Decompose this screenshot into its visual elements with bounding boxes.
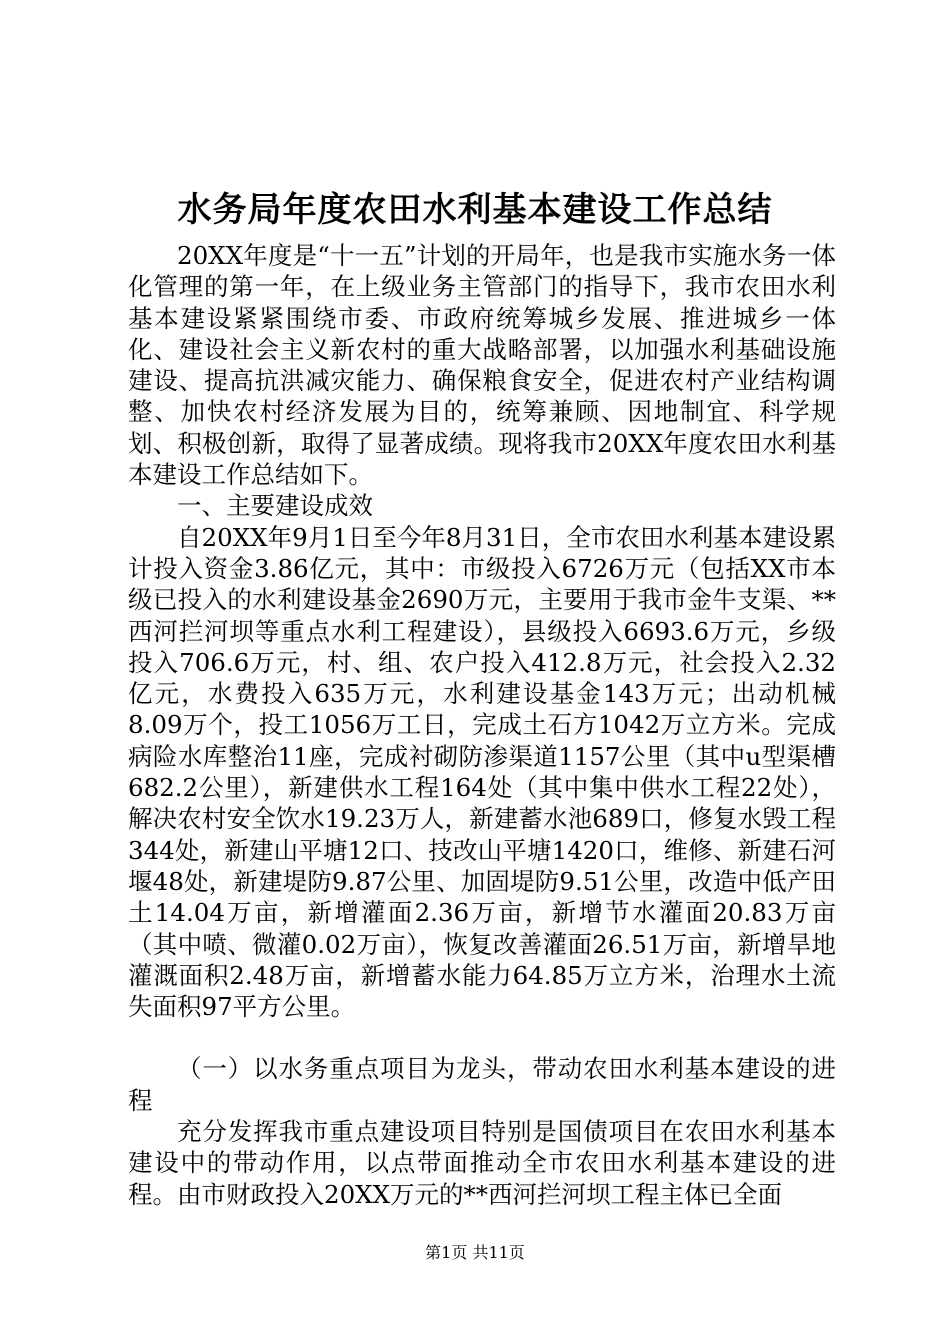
section-heading-main-results: 一、主要建设成效 xyxy=(177,491,373,521)
document-title: 水务局年度农田水利基本建设工作总结 xyxy=(177,190,773,230)
page-footer: 第1页 共11页 xyxy=(425,1243,525,1262)
document-body xyxy=(128,240,836,1210)
paragraph-key-projects: 充分发挥我市重点建设项目特别是国债项目在农田水利基本建设中的带动作用，以点带面推动全市农田水利基本建设的进程。由市财政投入20XX万元的**西河拦河坝工程主体已全面 xyxy=(128,1117,836,1209)
paragraph-intro: 20XX年度是“十一五”计划的开局年，也是我市实施水务一体化管理的第一年，在上级业务主管部门的指导下，我市农田水利基本建设紧紧围绕市委、市政府统筹城乡发展、推进城乡一体化、建设社会主义新农村的重大战略部署，以加强水利基础设施建设、提高抗洪减灾能力、确保粮食安全，促进农村产业结构调整、加快农村经济发展为目的，统筹兼顾、因地制宜、科学规划、积极创新，取得了显著成绩。现将我市20XX年度农田水利基本建设工作总结如下。 xyxy=(128,241,836,490)
subsection-heading-key-projects: （一）以水务重点项目为龙头，带动农田水利基本建设的进程 xyxy=(128,1054,836,1115)
paragraph-investment-results: 自20XX年9月1日至今年8月31日，全市农田水利基本建设累计投入资金3.86亿元，其中：市级投入6726万元（包括XX市本级已投入的水利建设基金2690万元，主要用于我市金牛支渠、**西河拦河坝等重点水利工程建设），县级投入6693.6万元，乡级投入706.6万元，村、组、农户投入412.8万元，社会投入2.32亿元，水费投入635万元，水利建设基金143万元；出动机械8.09万个，投工1056万工日，完成土石方1042万立方米。完成病险水库整治11座，完成衬砌防渗渠道1157公里（其中u型渠槽682.2公里），新建供水工程164处（其中集中供水工程22处），解决农村安全饮水19.23万人，新建蓄水池689口，修复水毁工程344处，新建山平塘12口、技改山平塘1420口，维修、新建石河堰48处，新建堤防9.87公里、加固堤防9.51公里，改造中低产田土14.04万亩，新增灌面2.36万亩，新增节水灌面20.83万亩（其中喷、微灌0.02万亩），恢复改善灌面26.51万亩，新增旱地灌溉面积2.48万亩，新增蓄水能力64.85万立方米，治理水土流失面积97平方公里。 xyxy=(128,522,836,1022)
